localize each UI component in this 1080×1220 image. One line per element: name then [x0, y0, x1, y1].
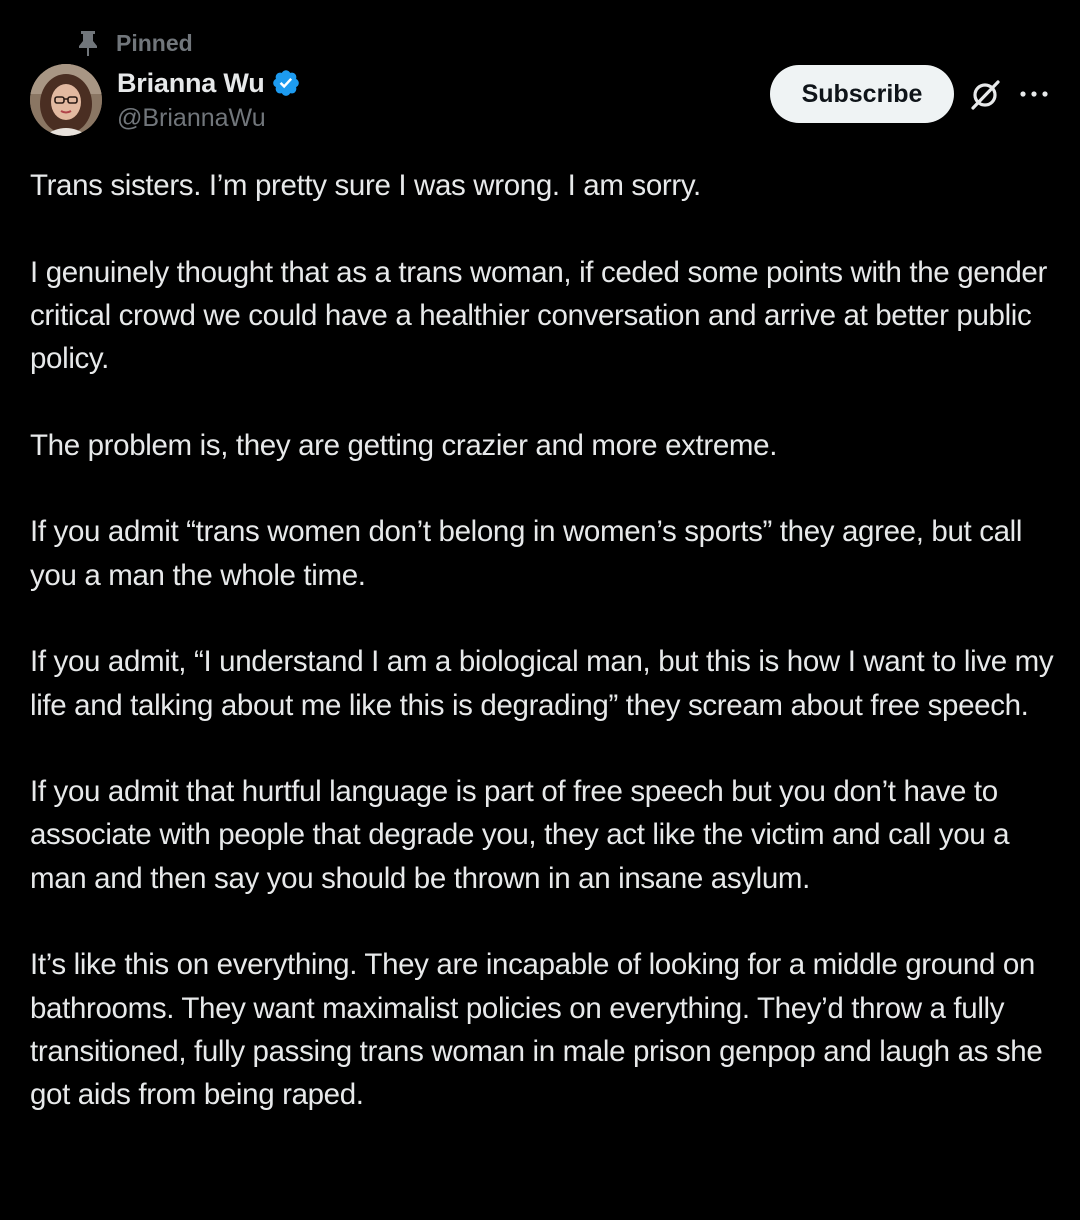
pin-icon: [76, 29, 100, 57]
author-handle[interactable]: @BriannaWu: [117, 104, 266, 132]
subscribe-button[interactable]: Subscribe: [770, 65, 954, 123]
pinned-indicator: [76, 28, 193, 58]
avatar[interactable]: [30, 64, 102, 136]
more-icon[interactable]: [1016, 80, 1052, 108]
tweet-paragraph: If you admit that hurtful language is part of free speech but you don’t have to associate with people that degrade you, they act like the victim and call you a man and then say you should be thrown in an insane asylum.: [30, 775, 1010, 895]
grok-icon[interactable]: [966, 76, 1004, 114]
pinned-label: Pinned: [116, 29, 193, 56]
tweet-paragraph: The problem is, they are getting crazier and more extreme.: [30, 428, 778, 462]
name-row: [117, 66, 301, 100]
tweet-paragraph: If you admit “trans women don’t belong in women’s sports” they agree, but call you a man the whole time.: [30, 515, 1023, 592]
tweet-paragraph: It’s like this on everything. They are incapable of looking for a middle ground on bathrooms. They want maximalist policies on everything. They’d throw a fully transitioned, fully passing trans woman in male prison genpop and laugh as she got aids from being raped.: [30, 948, 1043, 1112]
verified-badge-icon[interactable]: [271, 68, 301, 98]
tweet-paragraph: I genuinely thought that as a trans woman, if ceded some points with the gender critical crowd we could have a healthier conversation and arrive at better public policy.: [30, 255, 1047, 376]
display-name[interactable]: Brianna Wu: [117, 67, 265, 98]
author-block: [117, 66, 301, 133]
tweet-paragraph: Trans sisters. I’m pretty sure I was wrong. I am sorry.: [30, 169, 701, 202]
tweet-paragraph: If you admit, “I understand I am a biological man, but this is how I want to live my life and talking about me like this is degrading” they scream about free speech.: [30, 645, 1054, 722]
tweet-text: [30, 164, 1060, 1160]
